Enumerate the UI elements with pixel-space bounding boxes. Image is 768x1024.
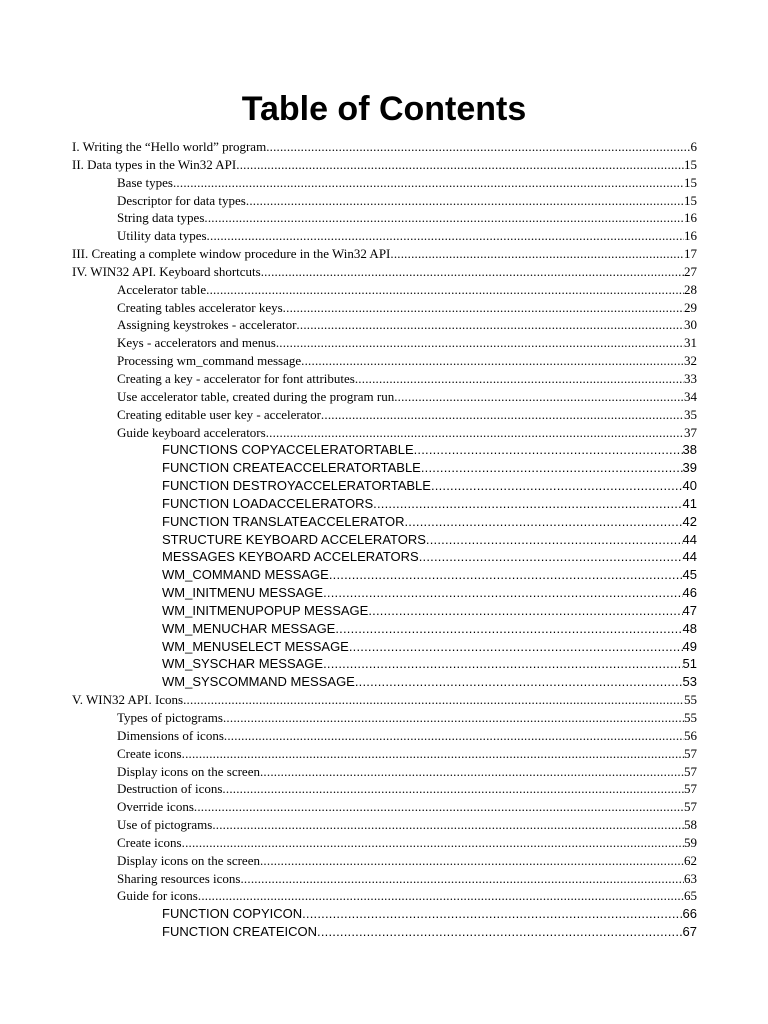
toc-entry[interactable]	[72, 495, 697, 513]
dot-leader	[355, 370, 684, 388]
dot-leader	[222, 780, 684, 798]
toc-entry-page-number: 30	[684, 317, 697, 333]
dot-leader	[246, 192, 684, 210]
toc-entry[interactable]	[72, 905, 697, 923]
toc-entry-title: Creating editable user key - accelerator	[117, 406, 321, 422]
toc-entry-title: I. Writing the “Hello world” program	[72, 139, 267, 154]
toc-entry-page-number: 29	[684, 299, 697, 315]
toc-entry[interactable]	[72, 281, 697, 299]
dot-leader	[276, 334, 684, 352]
toc-entry-title: Types of pictograms	[117, 710, 223, 725]
toc-entry-page-number: 57	[684, 781, 697, 797]
toc-entry[interactable]	[72, 477, 697, 495]
toc-entry-page-number: 57	[684, 745, 697, 761]
toc-entry-title: WM_MENUCHAR MESSAGE	[162, 620, 336, 636]
toc-entry[interactable]	[72, 566, 697, 584]
toc-entry-title: Create icons	[117, 745, 182, 761]
dot-leader	[323, 655, 682, 673]
toc-entry-page-number: 41	[682, 495, 697, 511]
toc-entry-title: Create icons	[117, 834, 182, 850]
toc-entry-page-number: 63	[684, 870, 697, 886]
toc-entry-title: WM_INITMENU MESSAGE	[162, 585, 324, 601]
dot-leader	[317, 923, 682, 941]
dot-leader	[321, 406, 684, 424]
dot-leader	[182, 745, 684, 763]
dot-leader	[421, 459, 683, 477]
toc-entry[interactable]	[72, 531, 697, 549]
toc-entry-page-number: 58	[684, 817, 697, 833]
toc-entry[interactable]	[72, 459, 697, 477]
toc-entry-title: Assigning keystrokes - accelerator	[117, 317, 297, 333]
toc-entry[interactable]	[72, 780, 697, 798]
toc-entry-title: Guide keyboard accelerators	[117, 424, 266, 440]
dot-leader	[198, 887, 684, 905]
toc-list	[72, 138, 697, 941]
toc-entry[interactable]	[72, 638, 697, 656]
toc-entry[interactable]	[72, 673, 697, 691]
toc-entry-title: WM_SYSCOMMAND MESSAGE	[162, 674, 355, 690]
toc-entry-page-number: 45	[682, 567, 697, 583]
toc-entry[interactable]	[72, 602, 697, 620]
toc-entry-title: FUNCTION CREATEICON	[162, 924, 318, 940]
toc-entry-title: Destruction of icons	[117, 781, 223, 797]
toc-entry-title: Sharing resources icons	[117, 870, 241, 886]
toc-entry-title: FUNCTION DESTROYACCELERATORTABLE	[162, 478, 431, 494]
toc-entry-title: FUNCTION LOADACCELERATORS	[162, 495, 374, 511]
toc-entry[interactable]	[72, 513, 697, 531]
toc-entry-page-number: 37	[684, 424, 697, 440]
toc-entry-page-number: 65	[684, 888, 697, 904]
toc-entry[interactable]	[72, 316, 697, 334]
toc-entry-page-number: 33	[684, 370, 697, 386]
toc-entry[interactable]	[72, 424, 697, 442]
toc-entry-title: FUNCTION TRANSLATEACCELERATOR	[162, 513, 405, 529]
toc-entry[interactable]	[72, 745, 697, 763]
toc-entry[interactable]	[72, 138, 697, 156]
toc-entry[interactable]	[72, 299, 697, 317]
toc-entry-title: Keys - accelerators and menus	[117, 335, 276, 351]
dot-leader	[296, 316, 684, 334]
toc-entry[interactable]	[72, 620, 697, 638]
toc-entry[interactable]	[72, 852, 697, 870]
toc-entry-title: STRUCTURE KEYBOARD ACCELERATORS	[162, 531, 426, 547]
toc-entry-page-number: 59	[684, 834, 697, 850]
toc-entry-page-number: 44	[682, 531, 697, 547]
dot-leader	[266, 138, 690, 156]
toc-entry[interactable]	[72, 156, 697, 174]
toc-entry-page-number: 16	[684, 210, 697, 226]
toc-entry[interactable]	[72, 709, 697, 727]
toc-entry-title: Descriptor for data types	[117, 192, 246, 208]
toc-entry-page-number: 49	[682, 638, 697, 654]
toc-entry[interactable]	[72, 370, 697, 388]
dot-leader	[355, 673, 683, 691]
dot-leader	[394, 388, 684, 406]
toc-entry-page-number: 34	[684, 388, 697, 404]
toc-entry-page-number: 17	[684, 246, 697, 262]
toc-entry[interactable]	[72, 798, 697, 816]
dot-leader	[182, 834, 684, 852]
toc-entry-page-number: 51	[682, 656, 697, 672]
toc-entry-title: String data types	[117, 210, 205, 226]
toc-entry-title: Display icons on the screen	[117, 852, 260, 868]
toc-entry-title: Creating a key - accelerator for font attributes	[117, 370, 355, 386]
dot-leader	[240, 870, 684, 888]
toc-entry[interactable]	[72, 245, 697, 263]
toc-entry-page-number: 31	[684, 335, 697, 351]
toc-entry[interactable]	[72, 691, 697, 709]
toc-entry-title: Dimensions of icons	[117, 727, 224, 743]
toc-entry-title: Creating tables accelerator keys	[117, 299, 283, 315]
dot-leader	[349, 638, 683, 656]
toc-entry-title: II. Data types in the Win32 API	[72, 156, 237, 172]
toc-entry[interactable]	[72, 406, 697, 424]
toc-entry-title: Guide for icons	[117, 888, 198, 904]
toc-entry-title: WM_MENUSELECT MESSAGE	[162, 638, 349, 654]
dot-leader	[212, 816, 684, 834]
toc-entry-title: III. Creating a complete window procedure in the Win32 API	[72, 246, 391, 262]
toc-entry-page-number: 15	[684, 174, 697, 190]
dot-leader	[419, 548, 683, 566]
toc-entry-title: Processing wm_command message	[117, 353, 302, 369]
toc-entry[interactable]	[72, 834, 697, 852]
toc-entry-page-number: 32	[684, 353, 697, 369]
dot-leader	[329, 566, 683, 584]
dot-leader	[368, 602, 682, 620]
toc-entry-title: Override icons	[117, 799, 194, 815]
dot-leader	[224, 727, 684, 745]
toc-entry-title: Accelerator table	[117, 281, 207, 297]
dot-leader	[204, 209, 684, 227]
toc-entry[interactable]	[72, 655, 697, 673]
toc-entry-title: IV. WIN32 API. Keyboard shortcuts	[72, 263, 261, 279]
dot-leader	[373, 495, 682, 513]
dot-leader	[236, 156, 684, 174]
toc-entry[interactable]	[72, 441, 697, 459]
toc-entry-page-number: 15	[684, 192, 697, 208]
toc-entry[interactable]	[72, 816, 697, 834]
toc-entry-page-number: 44	[682, 549, 697, 565]
dot-leader	[404, 513, 682, 531]
toc-entry-page-number: 57	[684, 763, 697, 779]
toc-entry-page-number: 6	[690, 139, 697, 154]
toc-entry-page-number: 55	[684, 692, 697, 708]
toc-entry[interactable]	[72, 388, 697, 406]
toc-entry-title: Display icons on the screen	[117, 763, 260, 779]
toc-entry[interactable]	[72, 334, 697, 352]
dot-leader	[206, 281, 684, 299]
dot-leader	[260, 763, 684, 781]
toc-entry-page-number: 57	[684, 799, 697, 815]
toc-entry-page-number: 55	[684, 710, 697, 725]
toc-entry-page-number: 67	[682, 924, 697, 940]
dot-leader	[261, 263, 684, 281]
toc-entry-page-number: 48	[682, 620, 697, 636]
toc-entry[interactable]	[72, 763, 697, 781]
toc-entry-page-number: 53	[682, 674, 697, 690]
dot-leader	[323, 584, 682, 602]
toc-entry-title: Base types	[117, 174, 173, 190]
toc-entry[interactable]	[72, 174, 697, 192]
toc-entry-page-number: 62	[684, 852, 697, 868]
toc-entry[interactable]	[72, 263, 697, 281]
dot-leader	[301, 352, 684, 370]
toc-entry-page-number: 39	[682, 460, 697, 476]
toc-entry[interactable]	[72, 727, 697, 745]
toc-entry-page-number: 16	[684, 228, 697, 244]
toc-entry[interactable]	[72, 584, 697, 602]
dot-leader	[194, 798, 684, 816]
toc-entry[interactable]	[72, 192, 697, 210]
toc-entry-title: WM_COMMAND MESSAGE	[162, 567, 329, 583]
toc-entry[interactable]	[72, 548, 697, 566]
dot-leader	[207, 227, 684, 245]
toc-entry-page-number: 47	[682, 602, 697, 618]
dot-leader	[390, 245, 684, 263]
page-title: Table of Contents	[241, 90, 527, 128]
dot-leader	[335, 620, 682, 638]
toc-entry-page-number: 15	[684, 156, 697, 172]
dot-leader	[173, 174, 684, 192]
dot-leader	[426, 531, 683, 549]
toc-entry-title: Use accelerator table, created during the program run	[117, 388, 395, 404]
toc-entry-title: Utility data types	[117, 228, 207, 244]
dot-leader	[283, 299, 684, 317]
toc-entry-page-number: 35	[684, 406, 697, 422]
toc-entry-title: FUNCTION COPYICON	[162, 906, 303, 922]
toc-entry-page-number: 28	[684, 281, 697, 297]
toc-entry-page-number: 40	[682, 478, 697, 494]
toc-entry-page-number: 38	[682, 442, 697, 458]
toc-entry-page-number: 46	[682, 585, 697, 601]
dot-leader	[266, 424, 684, 442]
toc-entry[interactable]	[72, 923, 697, 941]
toc-entry-title: MESSAGES KEYBOARD ACCELERATORS	[162, 549, 419, 565]
dot-leader	[431, 477, 683, 495]
toc-entry[interactable]	[72, 209, 697, 227]
dot-leader	[260, 852, 684, 870]
toc-entry-title: WM_SYSCHAR MESSAGE	[162, 656, 324, 672]
toc-entry[interactable]	[72, 227, 697, 245]
dot-leader	[183, 691, 684, 709]
toc-entry[interactable]	[72, 870, 697, 888]
toc-entry[interactable]	[72, 887, 697, 905]
toc-entry-page-number: 66	[682, 906, 697, 922]
toc-entry-page-number: 42	[682, 513, 697, 529]
toc-entry-title: Use of pictograms	[117, 817, 213, 833]
dot-leader	[414, 441, 683, 459]
dot-leader	[302, 905, 682, 923]
toc-entry-title: WM_INITMENUPOPUP MESSAGE	[162, 602, 369, 618]
toc-entry[interactable]	[72, 352, 697, 370]
toc-entry-page-number: 27	[684, 263, 697, 279]
dot-leader	[223, 709, 684, 727]
toc-entry-page-number: 56	[684, 727, 697, 743]
toc-entry-title: V. WIN32 API. Icons	[72, 692, 184, 708]
toc-entry-title: FUNCTIONS COPYACCELERATORTABLE	[162, 442, 414, 458]
toc-entry-title: FUNCTION CREATEACCELERATORTABLE	[162, 460, 421, 476]
